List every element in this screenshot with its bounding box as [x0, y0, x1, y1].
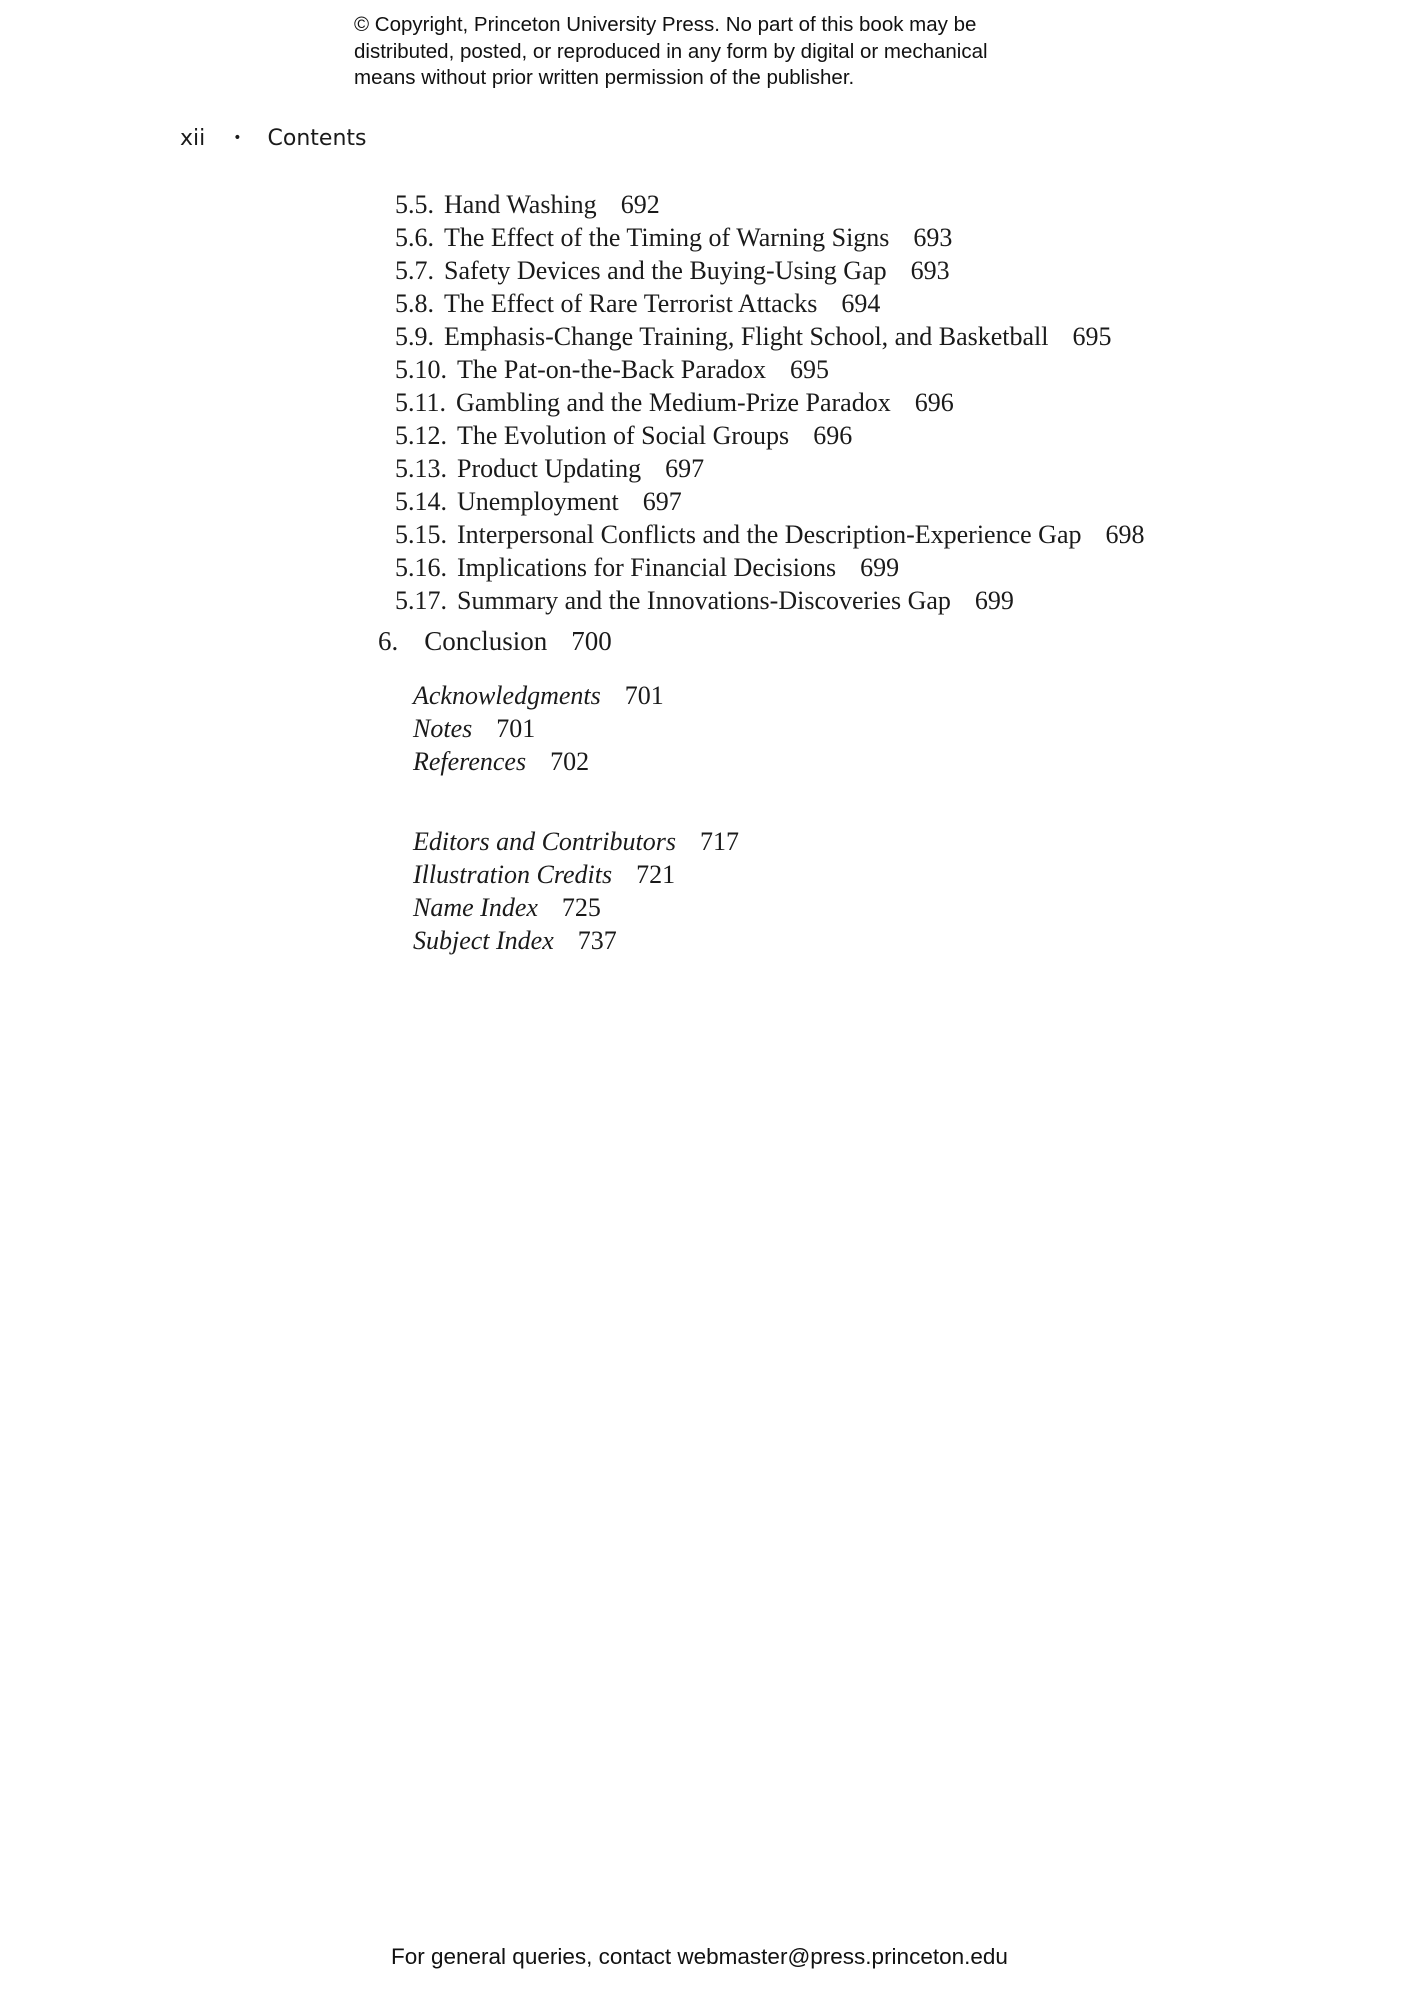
entry-page: 692: [620, 190, 660, 219]
toc-entry: [395, 520, 1145, 550]
entry-page: 697: [665, 454, 705, 483]
entry-page: 699: [974, 586, 1014, 615]
running-head: [180, 126, 366, 151]
entry-page: 696: [813, 421, 853, 450]
back-matter-entry: [413, 893, 601, 923]
entry-title: Name Index: [413, 893, 538, 922]
toc-entry: [395, 487, 682, 517]
toc-section-entry: [378, 625, 612, 657]
copyright-notice: [354, 12, 1114, 92]
chapter-matter-entry: [413, 681, 664, 711]
entry-page: 693: [910, 256, 950, 285]
entry-page: 725: [561, 893, 601, 922]
entry-page: 699: [860, 553, 900, 582]
section-number: 6.: [378, 626, 399, 656]
copyright-line: © Copyright, Princeton University Press. No part of this book may be: [354, 13, 977, 36]
toc-entry: [395, 586, 1014, 616]
section-title: Conclusion: [424, 626, 548, 656]
entry-title: Unemployment: [457, 487, 619, 516]
entry-title: The Effect of Rare Terrorist Attacks: [444, 289, 818, 318]
entry-number: 5.12.: [395, 421, 447, 450]
entry-page: 721: [636, 860, 676, 889]
entry-page: 693: [913, 223, 953, 252]
entry-title: Safety Devices and the Buying-Using Gap: [444, 256, 887, 285]
entry-title: Gambling and the Medium-Prize Paradox: [456, 388, 891, 417]
toc-entry: [395, 223, 952, 253]
toc-entry: [395, 256, 950, 286]
entry-title: The Evolution of Social Groups: [457, 421, 790, 450]
entry-title: Illustration Credits: [413, 860, 613, 889]
toc-entry: [395, 322, 1111, 352]
entry-title: Editors and Contributors: [413, 827, 676, 856]
back-matter-entry: [413, 827, 739, 857]
entry-number: 5.9.: [395, 322, 434, 351]
entry-page: 701: [624, 681, 664, 710]
entry-title: Product Updating: [457, 454, 642, 483]
footer-contact: For general queries, contact webmaster@press.princeton.edu: [391, 1944, 1008, 1969]
copyright-line: means without prior written permission of the publisher.: [354, 66, 855, 89]
entry-page: 695: [1072, 322, 1112, 351]
entry-number: 5.13.: [395, 454, 447, 483]
entry-number: 5.10.: [395, 355, 447, 384]
entry-title: Notes: [413, 714, 473, 743]
entry-page: 697: [642, 487, 682, 516]
entry-number: 5.14.: [395, 487, 447, 516]
chapter-matter-entry: [413, 714, 535, 744]
back-matter-entry: [413, 926, 617, 956]
folio: xii: [180, 126, 206, 151]
back-matter-entry: [413, 860, 675, 890]
entry-title: The Pat-on-the-Back Paradox: [457, 355, 767, 384]
entry-number: 5.8.: [395, 289, 434, 318]
entry-title: Summary and the Innovations-Discoveries Gap: [457, 586, 951, 615]
entry-page: 702: [550, 747, 590, 776]
entry-title: Subject Index: [413, 926, 554, 955]
toc-entry: [395, 388, 954, 418]
entry-title: Acknowledgments: [413, 681, 601, 710]
entry-number: 5.15.: [395, 520, 447, 549]
entry-number: 5.16.: [395, 553, 447, 582]
entry-title: Emphasis-Change Training, Flight School, and Basketball: [444, 322, 1049, 351]
copyright-line: distributed, posted, or reproduced in any form by digital or mechanical: [354, 39, 988, 63]
chapter-matter-entry: [413, 747, 589, 777]
entry-number: 5.7.: [395, 256, 434, 285]
entry-page: 696: [914, 388, 954, 417]
toc-entry: [395, 454, 704, 484]
toc-entry: [395, 355, 829, 385]
toc-entry: [395, 289, 880, 319]
entry-page: 698: [1105, 520, 1145, 549]
entry-page: 694: [841, 289, 881, 318]
entry-page: 701: [496, 714, 536, 743]
entry-title: Interpersonal Conflicts and the Description-Experience Gap: [457, 520, 1082, 549]
running-head-title: Contents: [267, 126, 367, 151]
entry-title: The Effect of the Timing of Warning Signs: [444, 223, 890, 252]
entry-title: Hand Washing: [444, 190, 597, 219]
bullet-separator: •: [233, 130, 242, 146]
entry-title: References: [413, 747, 527, 776]
entry-page: 717: [699, 827, 739, 856]
entry-number: 5.6.: [395, 223, 434, 252]
toc-entry: [395, 553, 899, 583]
entry-page: 695: [790, 355, 830, 384]
entry-number: 5.17.: [395, 586, 447, 615]
toc-entry: [395, 190, 660, 220]
section-page: 700: [571, 626, 612, 656]
entry-page: 737: [577, 926, 617, 955]
toc-entry: [395, 421, 852, 451]
entry-number: 5.11.: [395, 388, 447, 417]
entry-number: 5.5.: [395, 190, 434, 219]
entry-title: Implications for Financial Decisions: [457, 553, 837, 582]
